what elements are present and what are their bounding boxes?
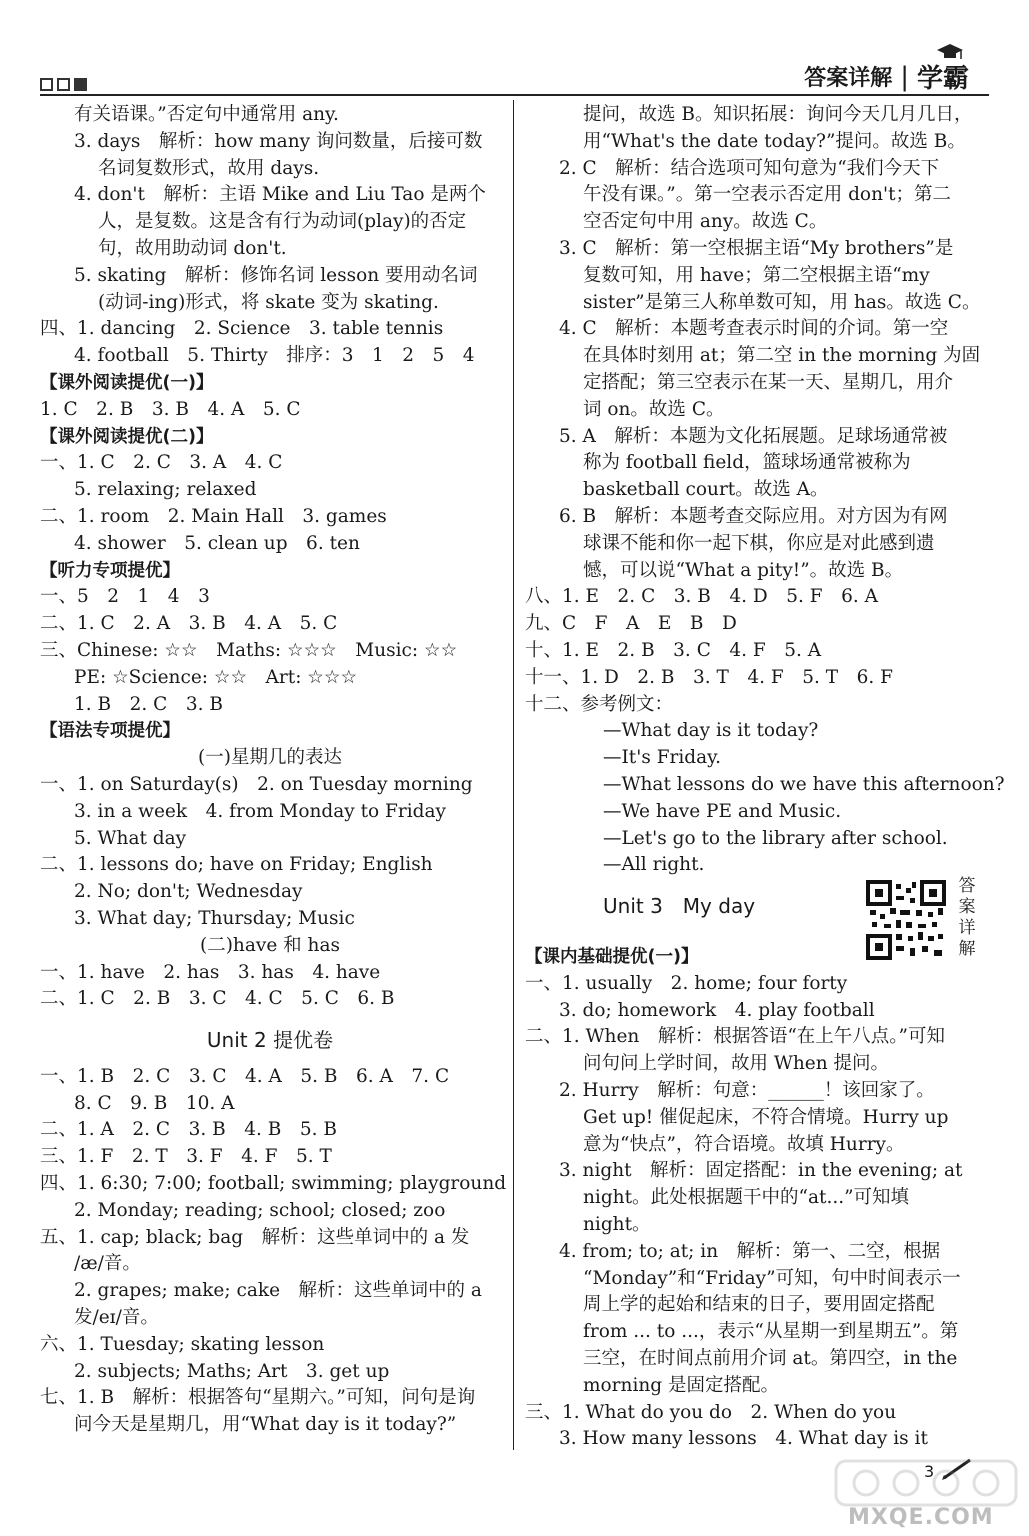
text-line: 2. grapes; make; cake 解析：这些单词中的 a — [74, 1280, 482, 1302]
text-line: 1. C 2. B 3. B 4. A 5. C — [40, 398, 301, 420]
text-line: 一、1. have 2. has 3. has 4. have — [40, 961, 381, 983]
text-line: night。此处根据题干中的“at...”可知填 — [583, 1187, 910, 1209]
text-line: 十一、1. D 2. B 3. T 4. F 5. T 6. F — [525, 666, 893, 688]
text-line: 二、1. A 2. C 3. B 4. B 5. B — [40, 1119, 337, 1141]
text-line: —It's Friday. — [603, 747, 722, 769]
text-line: —All right. — [603, 854, 705, 876]
watermark-text: MXQE.COM — [848, 1505, 994, 1530]
text-line: 一、1. C 2. C 3. A 4. C — [40, 452, 283, 474]
text-line: 二、1. When 解析：根据答语“在上午八点。”可知 — [525, 1026, 945, 1048]
text-line: 用“What's the date today?”提问。故选 B。 — [583, 130, 966, 152]
text-line: from ... to ...，表示“从星期一到星期五”。第 — [583, 1321, 959, 1343]
text-line: 3. What day; Thursday; Music — [74, 907, 355, 929]
text-line: 5. skating 解析：修饰名词 lesson 要用动名词 — [74, 264, 478, 286]
text-line: 4. from; to; at; in 解析：第一、二空，根据 — [559, 1240, 941, 1262]
text-line: Unit 2 提优卷 — [206, 1028, 334, 1053]
text-line: 2. No; don't; Wednesday — [74, 881, 303, 903]
text-line: 词 on。故选 C。 — [583, 398, 725, 420]
text-line: 九、C F A E B D — [525, 613, 737, 635]
text-line: 一、1. on Saturday(s) 2. on Tuesday morning — [40, 773, 473, 795]
text-line: 四、1. dancing 2. Science 3. table tennis — [40, 318, 444, 340]
text-line: 球课不能和你一起下棋，你应是对此感到遗 — [583, 532, 935, 554]
text-line: 二、1. room 2. Main Hall 3. games — [40, 505, 387, 527]
text-line: 4. football 5. Thirty 排序：3 1 2 5 4 — [74, 345, 475, 367]
text-line: 3. days 解析：how many 询问数量，后接可数 — [74, 130, 483, 152]
text-line: 二、1. lessons do; have on Friday; English — [40, 854, 433, 876]
text-line: basketball court。故选 A。 — [583, 479, 829, 501]
text-line: 定搭配；第三空表示在某一天、星期几，用介 — [583, 371, 954, 393]
text-line: 1. B 2. C 3. B — [74, 693, 223, 715]
text-line: 【课外阅读提优(一)】 — [40, 372, 214, 393]
text-line: 发/eɪ/音。 — [74, 1307, 159, 1329]
right-column — [525, 102, 1005, 879]
text-line: (一)星期几的表达 — [198, 747, 342, 769]
text-line: 4. C 解析：本题考查表示时间的介词。第一空 — [559, 318, 949, 340]
text-line: 周上学的起始和结束的日子，要用固定搭配 — [583, 1294, 935, 1316]
text-line: 八、1. E 2. C 3. B 4. D 5. F 6. A — [525, 586, 878, 608]
text-line: —We have PE and Music. — [603, 800, 842, 822]
text-line: 【课外阅读提优(二)】 — [40, 426, 214, 447]
text-line: 一、5 2 1 4 3 — [40, 586, 210, 608]
text-line: 二、1. C 2. A 3. B 4. A 5. C — [40, 613, 338, 635]
text-line: 2. subjects; Maths; Art 3. get up — [74, 1360, 390, 1382]
text-line: 七、1. B 解析：根据答句“星期六。”可知，问句是询 — [40, 1387, 476, 1409]
text-line: (动词-ing)形式，将 skate 变为 skating. — [98, 291, 439, 313]
text-line: 三空，在时间点前用介词 at。第四空，in the — [583, 1347, 958, 1369]
text-line: (二)have 和 has — [200, 934, 340, 956]
text-line: 有关语课。”否定句中通常用 any. — [74, 104, 339, 125]
text-line: 一、1. usually 2. home; four forty — [525, 972, 848, 994]
right-column-unit3 — [525, 944, 985, 1453]
text-line: 3. How many lessons 4. What day is it — [559, 1428, 928, 1450]
text-line: 3. in a week 4. from Monday to Friday — [74, 800, 446, 822]
text-line: /æ/音。 — [74, 1253, 141, 1275]
qr-label: 答案详解 — [958, 876, 976, 959]
page-header — [0, 0, 1029, 100]
text-line: 4. don't 解析：主语 Mike and Liu Tao 是两个 — [74, 184, 486, 206]
text-line: Get up! 催促起床，不符合情境。Hurry up — [583, 1106, 949, 1128]
text-line: morning 是固定搭配。 — [583, 1374, 779, 1396]
text-line: 3. do; homework 4. play football — [559, 999, 875, 1021]
text-line: 复数可知，用 have；第二空根据主语“my — [583, 264, 930, 286]
text-line: 人，是复数。这是含有行为动词(play)的否定 — [98, 211, 467, 233]
text-line: 2. C 解析：结合选项可知句意为“我们今天下 — [559, 157, 940, 179]
text-line: 提问，故选 B。知识拓展：询问今天几月几日， — [583, 104, 973, 125]
qr-code-icon — [866, 880, 946, 960]
text-line: 【课内基础提优(一)】 — [525, 947, 699, 967]
text-line: 五、1. cap; black; bag 解析：这些单词中的 a 发 — [40, 1226, 470, 1248]
text-line: 憾，可以说“What a pity!”。故选 B。 — [583, 559, 904, 581]
text-line: 十二、参考例文： — [525, 693, 674, 715]
text-line: 称为 football field，篮球场通常被称为 — [583, 452, 911, 474]
text-line: 空否定句中用 any。故选 C。 — [583, 211, 828, 233]
text-line: 问今天是星期几，用“What day is it today?” — [74, 1414, 457, 1436]
text-line: —Let's go to the library after school. — [603, 827, 948, 849]
text-line: 问句问上学时间，故用 When 提问。 — [583, 1053, 890, 1075]
header-brand: 答案详解 | 学霸 — [804, 58, 969, 95]
text-line: —What lessons do we have this afternoon? — [603, 773, 1005, 795]
text-line: 六、1. Tuesday; skating lesson — [40, 1333, 325, 1355]
text-line: 3. C 解析：第一空根据主语“My brothers”是 — [559, 237, 954, 259]
page-number: 3 — [924, 1462, 935, 1481]
brand-logo: 学霸 — [916, 64, 969, 94]
text-line: 三、1. F 2. T 3. F 4. F 5. T — [40, 1146, 332, 1168]
text-line: 意为“快点”，符合语境。故填 Hurry。 — [583, 1133, 905, 1155]
text-line: 5. relaxing; relaxed — [74, 479, 257, 501]
text-line: 【语法专项提优】 — [40, 721, 180, 742]
brand-text: 答案详解 — [804, 66, 893, 91]
text-line: 2. Monday; reading; school; closed; zoo — [74, 1199, 446, 1221]
text-line: 名词复数形式，故用 days. — [98, 157, 320, 179]
text-line: 一、1. B 2. C 3. C 4. A 5. B 6. A 7. C — [40, 1065, 450, 1087]
left-column — [40, 102, 507, 1439]
text-line: “Monday”和“Friday”可知，句中时间表示一 — [583, 1267, 961, 1289]
text-line: 十、1. E 2. B 3. C 4. F 5. A — [525, 639, 822, 661]
text-line: 午没有课。”。第一空表示否定用 don't；第二 — [583, 184, 952, 206]
text-line: PE: ☆Science: ☆☆ Art: ☆☆☆ — [74, 666, 358, 688]
text-line: —What day is it today? — [603, 720, 819, 742]
column-divider — [513, 100, 514, 1450]
text-line: 6. B 解析：本题考查交际应用。对方因为有网 — [559, 505, 948, 527]
text-line: 4. shower 5. clean up 6. ten — [74, 532, 360, 554]
text-line: 8. C 9. B 10. A — [74, 1092, 235, 1114]
text-line: 在具体时刻用 at；第二空 in the morning 为固 — [583, 345, 981, 367]
text-line: 3. night 解析：固定搭配：in the evening; at — [559, 1160, 963, 1182]
text-line: 2. Hurry 解析：句意：______！该回家了。 — [559, 1079, 935, 1101]
text-line: 【听力专项提优】 — [40, 560, 180, 581]
header-marks — [40, 78, 87, 91]
text-line: sister”是第三人称单数可知，用 has。故选 C。 — [583, 291, 981, 313]
text-line: 句，故用助动词 don't. — [98, 237, 287, 259]
text-line: 四、1. 6:30; 7:00; football; swimming; playground — [40, 1173, 507, 1195]
text-line: 三、Chinese: ☆☆ Maths: ☆☆☆ Music: ☆☆ — [40, 639, 458, 661]
unit3-title: Unit 3 My day — [603, 894, 756, 918]
text-line: 三、1. What do you do 2. When do you — [525, 1401, 897, 1423]
text-line: 5. What day — [74, 827, 187, 849]
text-line: 5. A 解析：本题为文化拓展题。足球场通常被 — [559, 425, 948, 447]
text-line: night。 — [583, 1213, 651, 1235]
text-line: 二、1. C 2. B 3. C 4. C 5. C 6. B — [40, 988, 395, 1010]
